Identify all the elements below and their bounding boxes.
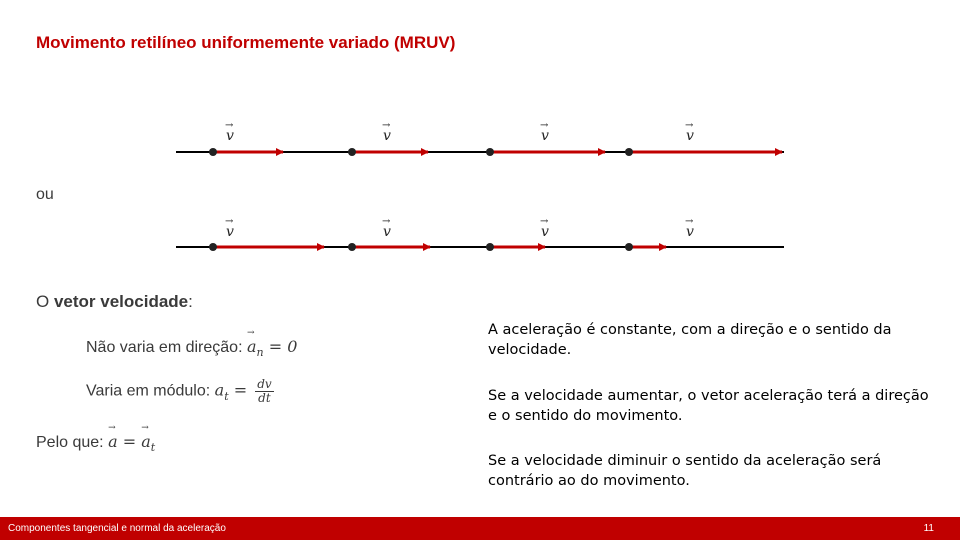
footer-bar — [0, 517, 960, 540]
separator-text: ou — [36, 186, 54, 203]
svg-text:→: → — [685, 120, 694, 131]
velocity-label: v — [686, 224, 694, 240]
svg-text:→: → — [540, 216, 549, 227]
conclusion-text: Pelo que: — [36, 434, 109, 451]
row-decreasing — [176, 216, 784, 251]
svg-text:→: → — [540, 120, 549, 131]
velocity-label: v — [226, 128, 234, 144]
accel-vector-symbol: → a — [108, 432, 118, 451]
svg-text:→: → — [685, 216, 694, 227]
magnitude-text: Varia em módulo: — [86, 382, 215, 400]
velocity-label: v — [226, 224, 234, 240]
derivative-fraction — [255, 378, 273, 405]
svg-text:→: → — [225, 216, 234, 227]
fraction-numerator: dv — [257, 377, 272, 391]
velocity-label: v — [383, 224, 391, 240]
fraction-denominator: dt — [258, 391, 271, 405]
position-dot — [348, 243, 356, 251]
direction-equation: = 0 — [263, 337, 298, 356]
position-dot — [625, 148, 633, 156]
paragraph-decrease: Se a velocidade diminuir o sentido da aceleração será contrário ao do movimento. — [488, 453, 882, 489]
tangential-accel-sub: t — [224, 389, 229, 403]
svg-text:→: → — [225, 120, 234, 131]
position-dot — [486, 243, 494, 251]
magnitude-equals: = — [228, 380, 253, 400]
footer-title: Componentes tangencial e normal da aceleração — [8, 523, 226, 534]
conclusion-item — [36, 432, 155, 454]
magnitude-item — [86, 378, 274, 405]
direction-text: Não varia em direção: — [86, 339, 247, 356]
tangential-accel-symbol: a — [214, 380, 225, 400]
tangential-vector-symbol: → a — [141, 432, 151, 451]
velocity-label: v — [383, 128, 391, 144]
velocity-label: v — [686, 128, 694, 144]
position-dot — [348, 148, 356, 156]
heading-suffix: : — [188, 292, 193, 311]
section-heading — [36, 292, 193, 312]
position-dot — [486, 148, 494, 156]
row-increasing — [176, 120, 784, 156]
paragraph-constant: A aceleração é constante, com a direção e o sentido da velocidade. — [488, 322, 892, 358]
heading-prefix: O — [36, 292, 54, 311]
slide-title: Movimento retilíneo uniformemente variado (MRUV) — [36, 33, 456, 52]
tangential-vector-sub: t — [150, 441, 156, 455]
normal-accel-symbol: → a — [247, 337, 257, 356]
heading-bold: vetor velocidade — [53, 292, 189, 311]
velocity-label: v — [541, 128, 549, 144]
velocity-label: v — [541, 224, 549, 240]
page-number: 11 — [923, 523, 934, 534]
position-dot — [209, 243, 217, 251]
direction-item — [86, 337, 297, 359]
normal-accel-sub: n — [256, 346, 264, 360]
paragraph-increase: Se a velocidade aumentar, o vetor aceleração terá a direção e o sentido do movimento. — [488, 388, 929, 424]
svg-text:→: → — [382, 216, 391, 227]
position-dot — [209, 148, 217, 156]
conclusion-equals: = — [117, 432, 142, 451]
svg-text:→: → — [382, 120, 391, 131]
position-dot — [625, 243, 633, 251]
